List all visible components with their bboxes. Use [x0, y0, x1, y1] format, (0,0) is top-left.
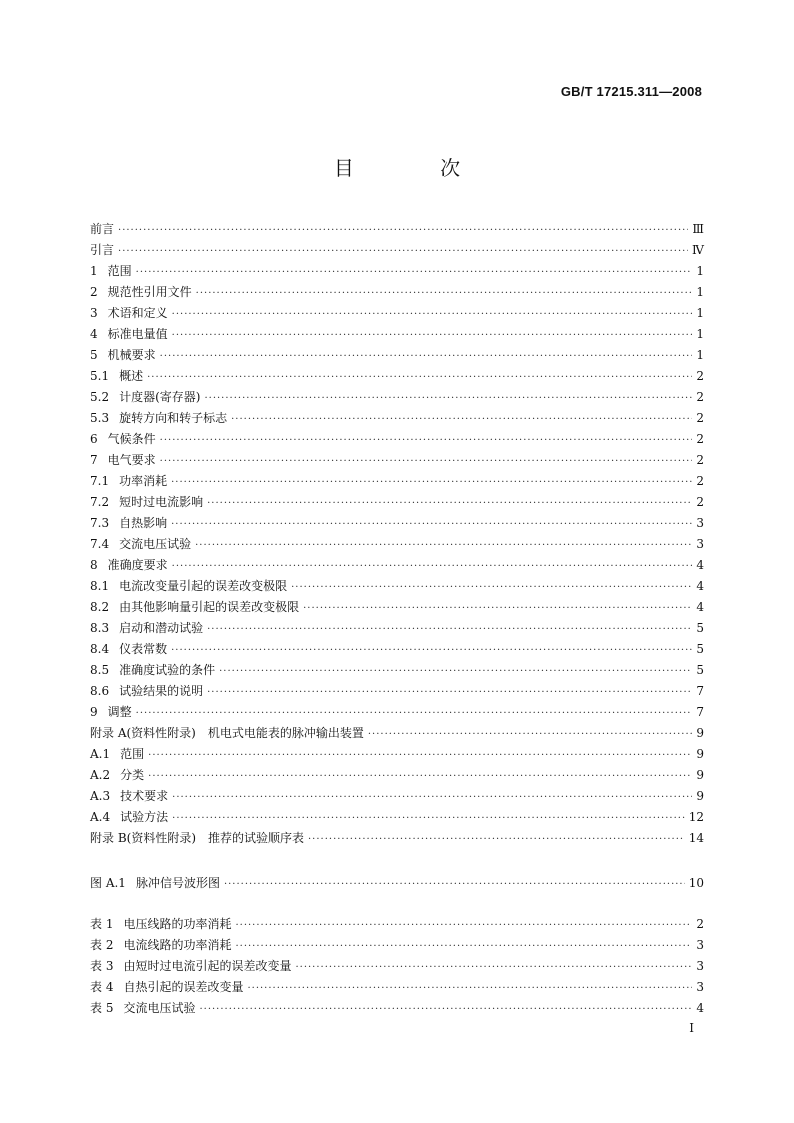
toc-entry-number: 5.1: [90, 369, 110, 383]
dot-leader: [118, 220, 688, 241]
dot-leader: [207, 493, 692, 514]
toc-entry-page: 9: [696, 789, 704, 803]
toc-entry-number: A.1: [90, 747, 111, 761]
toc-entry[interactable]: [90, 681, 704, 702]
dot-leader: [291, 577, 692, 598]
dot-leader: [148, 745, 692, 766]
toc-entry-title: 旋转方向和转子标志: [119, 411, 228, 425]
toc-entry-page: 2: [696, 369, 704, 383]
toc-entry[interactable]: [90, 576, 704, 597]
toc-entry-title: 试验结果的说明: [119, 684, 204, 698]
toc-entry-title: 机械要求: [107, 348, 156, 362]
toc-entry[interactable]: [90, 387, 704, 408]
page-title: 目 次: [333, 156, 501, 180]
dot-leader: [171, 472, 692, 493]
toc-entry-number: A.4: [90, 810, 111, 824]
dot-leader: [172, 808, 685, 829]
toc-entry-page: 1: [696, 264, 704, 278]
toc-entry-number: 8: [90, 558, 98, 572]
toc-entry-number: 7.1: [90, 474, 110, 488]
toc-entry-number: 1: [90, 264, 98, 278]
toc-entry-number: A.3: [90, 789, 111, 803]
dot-leader: [172, 304, 692, 325]
toc-entry-page: 3: [696, 938, 704, 952]
toc-entry-number: 4: [90, 327, 98, 341]
toc-entry-title: 交流电压试验: [123, 1001, 196, 1015]
toc-entry-title: 概述: [119, 369, 144, 383]
dot-leader: [207, 682, 692, 703]
toc-entry-number: 表 1: [90, 917, 114, 931]
toc-entry-title: 术语和定义: [107, 306, 168, 320]
toc-entry-page: 2: [696, 453, 704, 467]
toc-entry-number: 5: [90, 348, 98, 362]
toc-entry-page: 1: [696, 306, 704, 320]
toc-entry[interactable]: [90, 345, 704, 366]
toc-entry-page: 7: [696, 684, 704, 698]
toc-entry-page: 14: [688, 831, 704, 845]
toc-entry-page: Ⅳ: [692, 243, 704, 257]
toc-entry-number: 8.5: [90, 663, 110, 677]
toc-entry-page: 1: [696, 348, 704, 362]
dot-leader: [303, 598, 692, 619]
toc-entry-title: 短时过电流影响: [119, 495, 204, 509]
toc-entry-page: 3: [696, 516, 704, 530]
toc-entry-number: 图 A.1: [90, 876, 126, 890]
toc-entry[interactable]: [90, 935, 704, 956]
toc-entry-number: 5.3: [90, 411, 110, 425]
toc-entry-title: 附录 A(资料性附录) 机电式电能表的脉冲输出装置: [90, 726, 364, 740]
toc-entry-title: 准确度要求: [107, 558, 168, 572]
toc-entry-title: 气候条件: [107, 432, 156, 446]
toc-entry[interactable]: [90, 408, 704, 429]
toc-entry[interactable]: [90, 366, 704, 387]
dot-leader: [308, 829, 685, 850]
toc-entry-page: 1: [696, 327, 704, 341]
toc-entry-page: 9: [696, 768, 704, 782]
toc-entry-page: 2: [696, 432, 704, 446]
toc-entry[interactable]: [90, 471, 704, 492]
toc-entry[interactable]: [90, 828, 704, 849]
toc-tables: [90, 914, 704, 1019]
toc-entry-number: A.2: [90, 768, 111, 782]
toc-entry-title: 由其他影响量引起的误差改变极限: [119, 600, 300, 614]
toc-entry-number: 8.2: [90, 600, 110, 614]
dot-leader: [136, 703, 692, 724]
toc-entry-page: 3: [696, 537, 704, 551]
toc-entry-title: 标准电量值: [107, 327, 168, 341]
toc-entry-number: 7.2: [90, 495, 110, 509]
toc-entry-number: 8.3: [90, 621, 110, 635]
toc-entry-title: 交流电压试验: [119, 537, 192, 551]
toc-entry-number: 表 2: [90, 938, 114, 952]
toc-entry-number: 3: [90, 306, 98, 320]
toc-entry[interactable]: [90, 807, 704, 828]
dot-leader: [247, 978, 692, 999]
toc-entry-title: 自热引起的误差改变量: [123, 980, 244, 994]
toc-entry[interactable]: [90, 324, 704, 345]
toc-entry-title: 范围: [120, 747, 145, 761]
toc-entry-title: 规范性引用文件: [107, 285, 192, 299]
toc-entry-page: 10: [688, 876, 704, 890]
dot-leader: [204, 388, 692, 409]
toc-main: [90, 219, 704, 849]
toc-entry[interactable]: [90, 219, 704, 240]
dot-leader: [172, 787, 692, 808]
toc-entry-title: 计度器(寄存器): [119, 390, 201, 404]
dot-leader: [147, 367, 692, 388]
toc-entry-title: 启动和潜动试验: [119, 621, 204, 635]
toc-entry-page: 5: [696, 621, 704, 635]
toc-entry-page: 2: [696, 411, 704, 425]
toc-entry-page: 1: [696, 285, 704, 299]
dot-leader: [160, 451, 692, 472]
toc-entry-number: 7: [90, 453, 98, 467]
toc-entry-title: 分类: [120, 768, 145, 782]
toc-entry[interactable]: [90, 660, 704, 681]
toc-entry-number: 7.4: [90, 537, 110, 551]
toc-entry-title: 试验方法: [120, 810, 169, 824]
dot-leader: [199, 999, 692, 1020]
toc-entry-title: 引言: [90, 243, 115, 257]
toc-entry[interactable]: [90, 702, 704, 723]
toc-entry-page: 2: [696, 495, 704, 509]
toc-entry-number: 表 3: [90, 959, 114, 973]
toc-entry[interactable]: [90, 956, 704, 977]
toc-entry[interactable]: [90, 261, 704, 282]
toc-entry[interactable]: [90, 303, 704, 324]
toc-entry-title: 脉冲信号波形图: [135, 876, 220, 890]
toc-entry-title: 电流线路的功率消耗: [123, 938, 232, 952]
toc-entry-page: 4: [696, 579, 704, 593]
toc-entry[interactable]: [90, 873, 704, 894]
toc-entry[interactable]: [90, 597, 704, 618]
toc-entry-page: 2: [696, 474, 704, 488]
toc-entry-page: 4: [696, 600, 704, 614]
toc-entry-title: 前言: [90, 222, 115, 236]
toc-entry[interactable]: [90, 914, 704, 935]
dot-leader: [231, 409, 692, 430]
dot-leader: [160, 346, 692, 367]
toc-figures: [90, 873, 704, 894]
toc-entry-page: 2: [696, 917, 704, 931]
toc-entry-page: 9: [696, 747, 704, 761]
toc-entry-title: 仪表常数: [119, 642, 168, 656]
toc-entry[interactable]: [90, 765, 704, 786]
toc-entry-title: 范围: [107, 264, 132, 278]
toc-entry-number: 2: [90, 285, 98, 299]
toc-entry-page: 12: [688, 810, 704, 824]
toc-entry-number: 8.4: [90, 642, 110, 656]
dot-leader: [136, 262, 692, 283]
dot-leader: [368, 724, 692, 745]
toc-entry-page: 4: [696, 1001, 704, 1015]
toc-entry[interactable]: [90, 513, 704, 534]
toc-entry-title: 电气要求: [107, 453, 156, 467]
toc-entry-page: 5: [696, 642, 704, 656]
dot-leader: [160, 430, 692, 451]
dot-leader: [295, 957, 692, 978]
toc-entry-title: 附录 B(资料性附录) 推荐的试验顺序表: [90, 831, 304, 845]
toc-entry[interactable]: [90, 282, 704, 303]
toc-entry[interactable]: [90, 744, 704, 765]
toc-entry-page: 9: [696, 726, 704, 740]
dot-leader: [172, 556, 692, 577]
toc-entry[interactable]: [90, 240, 704, 261]
toc-entry-number: 6: [90, 432, 98, 446]
toc-entry-page: Ⅲ: [692, 222, 704, 236]
toc-entry[interactable]: [90, 534, 704, 555]
toc-entry[interactable]: [90, 492, 704, 513]
toc-entry-title: 由短时过电流引起的误差改变量: [123, 959, 292, 973]
toc-entry[interactable]: [90, 450, 704, 471]
toc-entry-title: 功率消耗: [119, 474, 168, 488]
toc-entry-title: 电流改变量引起的误差改变极限: [119, 579, 288, 593]
dot-leader: [235, 936, 692, 957]
toc-entry[interactable]: [90, 723, 704, 744]
toc-entry-title: 自热影响: [119, 516, 168, 530]
dot-leader: [196, 283, 692, 304]
toc-entry[interactable]: [90, 555, 704, 576]
toc-entry-number: 9: [90, 705, 98, 719]
toc-entry[interactable]: [90, 998, 704, 1019]
toc-entry-page: 5: [696, 663, 704, 677]
toc-entry-page: 3: [696, 980, 704, 994]
toc-entry-title: 调整: [107, 705, 132, 719]
toc-entry-number: 5.2: [90, 390, 110, 404]
toc-entry-number: 表 5: [90, 1001, 114, 1015]
toc-entry-page: 7: [696, 705, 704, 719]
toc-entry-page: 4: [696, 558, 704, 572]
toc-entry[interactable]: [90, 639, 704, 660]
toc-entry-number: 7.3: [90, 516, 110, 530]
dot-leader: [219, 661, 692, 682]
toc-entry[interactable]: [90, 618, 704, 639]
dot-leader: [172, 325, 692, 346]
dot-leader: [235, 915, 692, 936]
dot-leader: [207, 619, 692, 640]
toc-entry-page: 2: [696, 390, 704, 404]
page-folio: I: [689, 1021, 694, 1035]
dot-leader: [224, 874, 685, 895]
toc-entry-number: 8.1: [90, 579, 110, 593]
toc-entry[interactable]: [90, 977, 704, 998]
dot-leader: [171, 640, 692, 661]
dot-leader: [118, 241, 688, 262]
toc-entry[interactable]: [90, 429, 704, 450]
toc-entry-number: 表 4: [90, 980, 114, 994]
dot-leader: [148, 766, 692, 787]
toc-entry-page: 3: [696, 959, 704, 973]
standard-number: GB/T 17215.311—2008: [560, 84, 702, 99]
toc-entry[interactable]: [90, 786, 704, 807]
dot-leader: [195, 535, 692, 556]
toc-entry-title: 电压线路的功率消耗: [123, 917, 232, 931]
dot-leader: [171, 514, 692, 535]
toc-entry-number: 8.6: [90, 684, 110, 698]
toc-entry-title: 准确度试验的条件: [119, 663, 216, 677]
toc-entry-title: 技术要求: [120, 789, 169, 803]
